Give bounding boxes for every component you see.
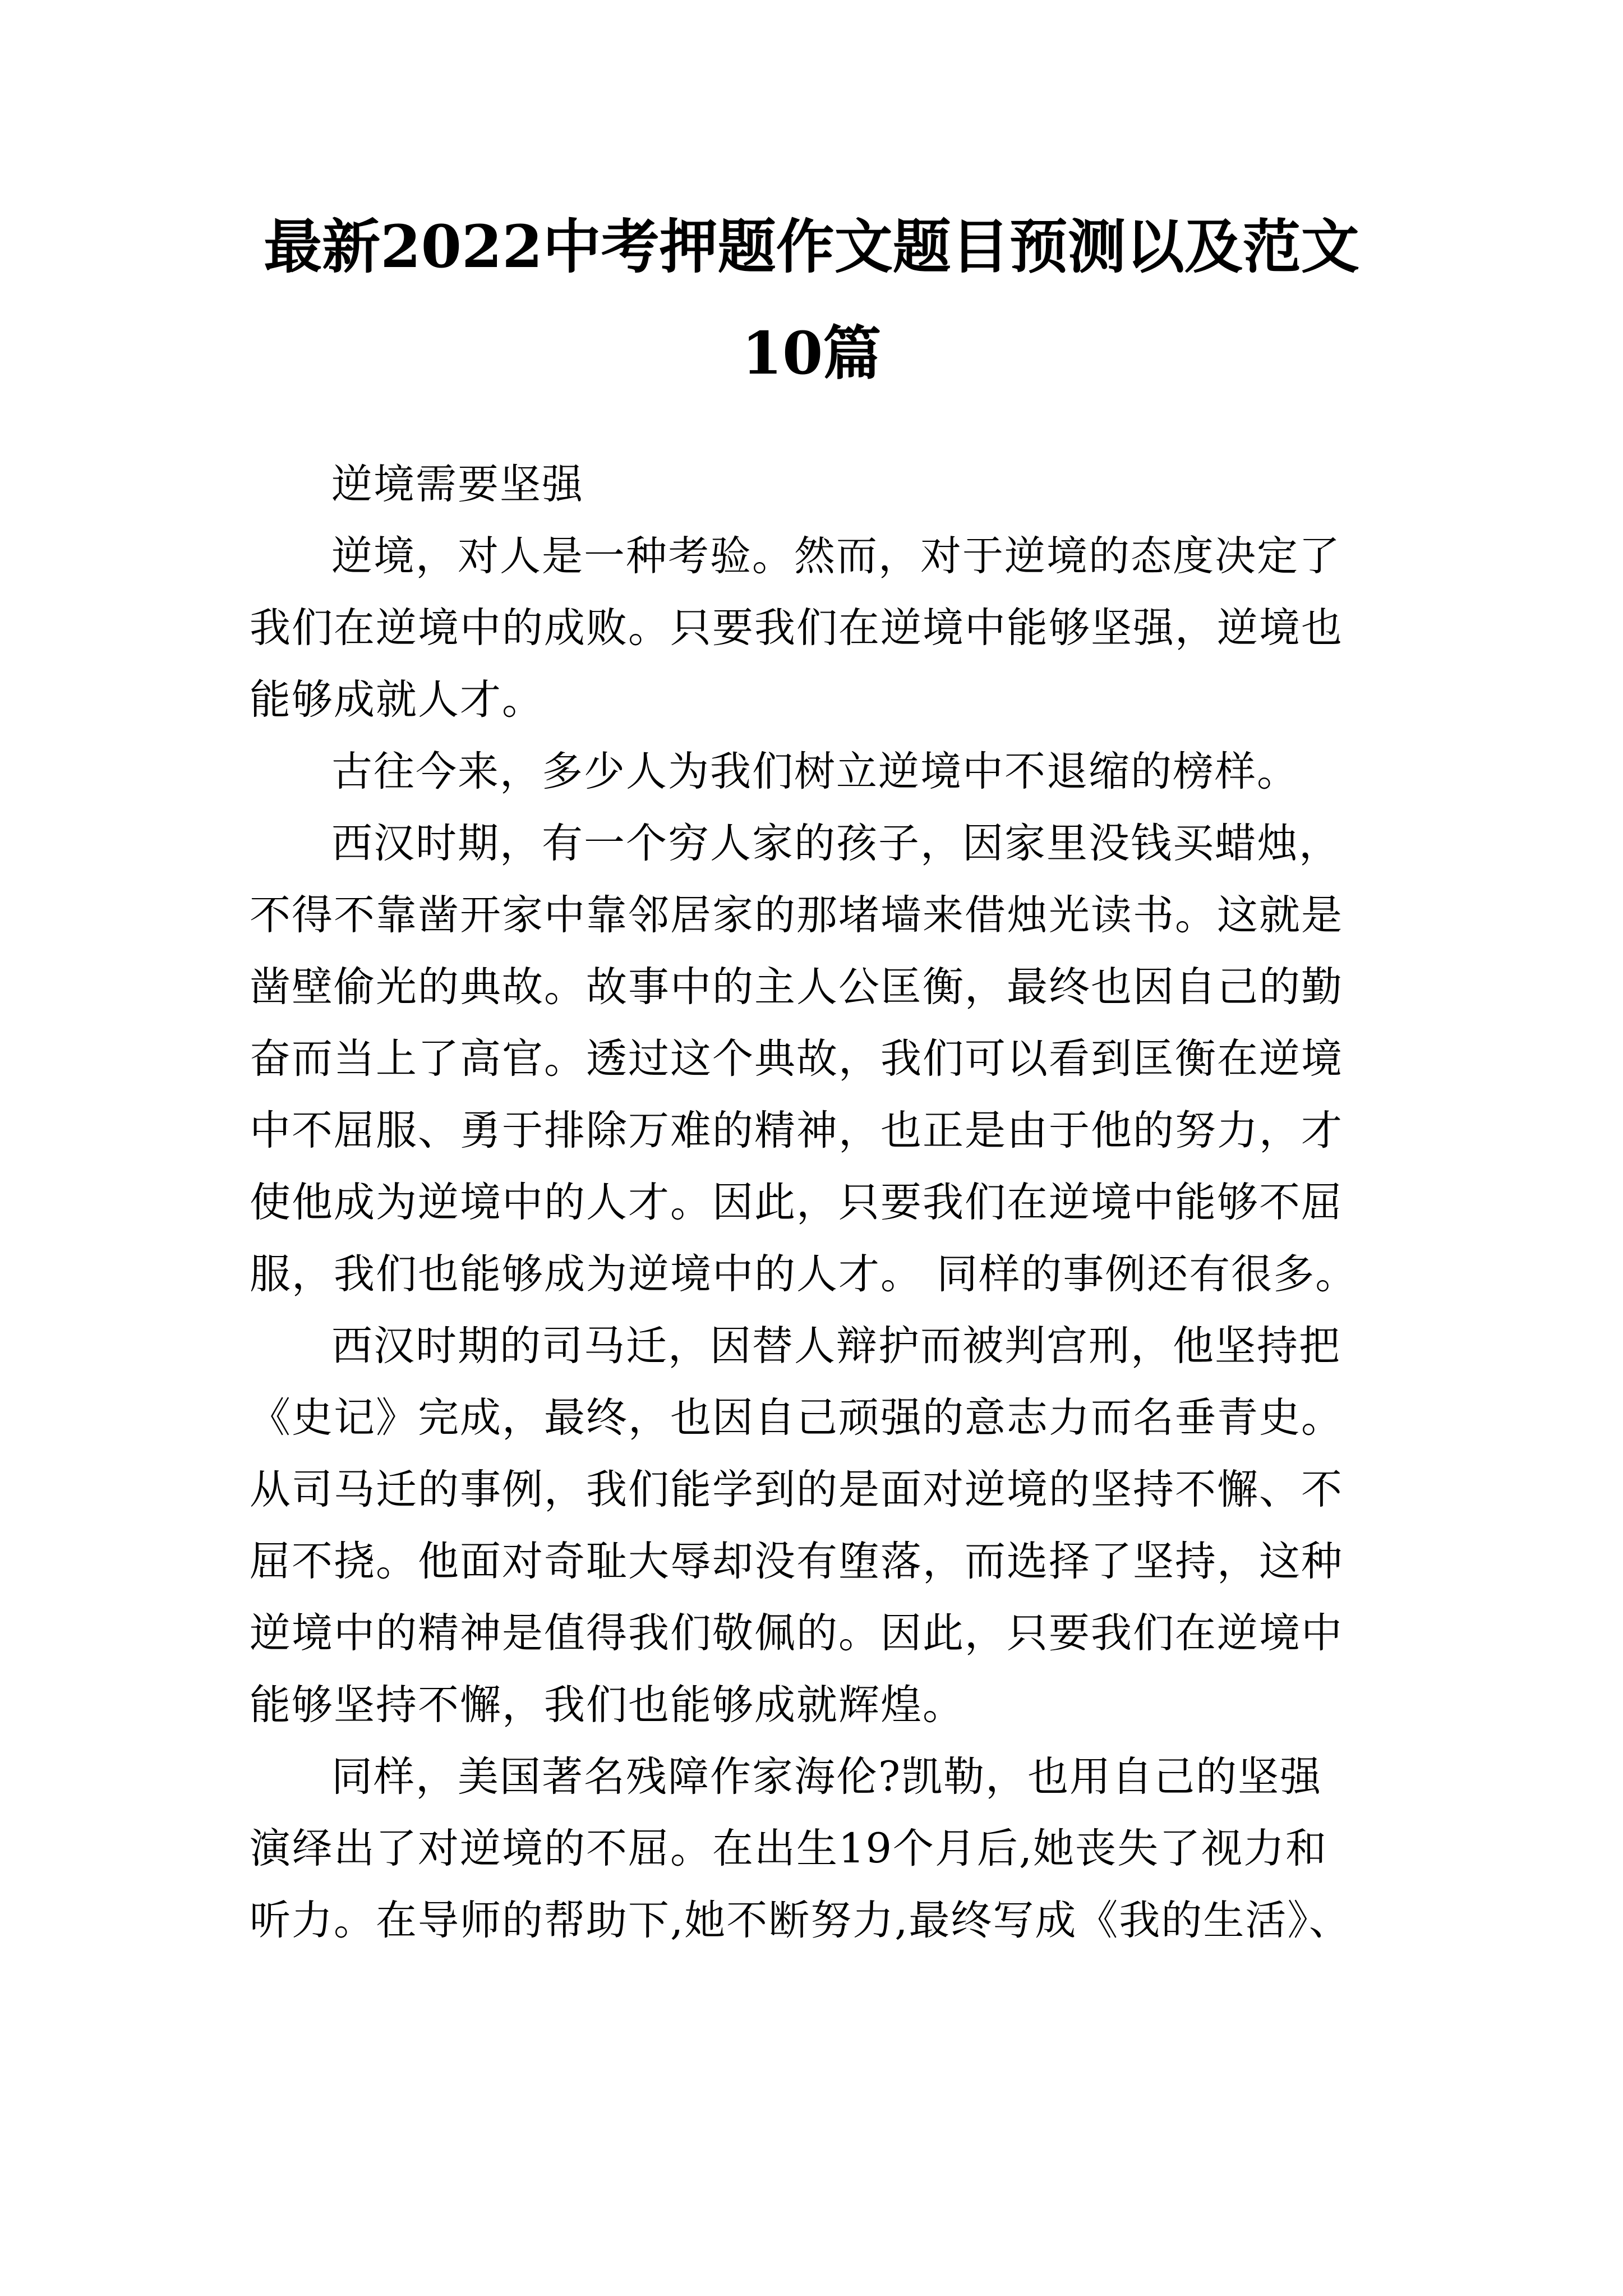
- text-line: 从司马迁的事例，我们能学到的是面对逆境的坚持不懈、不: [250, 1466, 1343, 1513]
- paragraph-5: [250, 1741, 1399, 1957]
- paragraph-4: [250, 1310, 1399, 1741]
- text-line: 西汉时期的司马迁，因替人辩护而被判宫刑，他坚持把: [331, 1322, 1341, 1370]
- title-line-1: 最新2022中考押题作文题目预测以及范文: [264, 212, 1359, 281]
- paragraph-2: [250, 736, 1399, 808]
- text-line: 西汉时期，有一个穷人家的孩子，因家里没钱买蜡烛，: [331, 820, 1341, 867]
- text-line: 逆境需要坚强: [331, 461, 584, 508]
- document-title: [213, 194, 1410, 407]
- text-line: 同样，美国著名残障作家海伦?凯勒，也用自己的坚强: [331, 1753, 1322, 1801]
- text-line: 使他成为逆境中的人才。因此，只要我们在逆境中能够不屈: [250, 1179, 1343, 1226]
- text-line: 中不屈服、勇于排除万难的精神，也正是由于他的努力，才: [250, 1107, 1343, 1154]
- text-line: 凿壁偷光的典故。故事中的主人公匡衡，最终也因自己的勤: [250, 963, 1343, 1011]
- document-body: [250, 449, 1399, 1957]
- essay-heading: [250, 449, 1399, 521]
- text-line: 服，我们也能够成为逆境中的人才。 同样的事例还有很多。: [250, 1250, 1358, 1298]
- text-line: 不得不靠凿开家中靠邻居家的那堵墙来借烛光读书。这就是: [250, 891, 1343, 939]
- text-line: 逆境中的精神是值得我们敬佩的。因此，只要我们在逆境中: [250, 1609, 1343, 1657]
- text-line: 奋而当上了高官。透过这个典故，我们可以看到匡衡在逆境: [250, 1035, 1343, 1083]
- paragraph-3: [250, 808, 1399, 1310]
- text-line: 听力。在导师的帮助下,她不断努力,最终写成《我的生活》、: [250, 1897, 1351, 1944]
- text-line: 屈不挠。他面对奇耻大辱却没有堕落，而选择了坚持，这种: [250, 1538, 1343, 1585]
- text-line: 能够坚持不懈，我们也能够成就辉煌。: [250, 1681, 965, 1729]
- text-line: 逆境，对人是一种考验。然而，对于逆境的态度决定了: [331, 532, 1341, 580]
- paragraph-1: [250, 521, 1399, 736]
- text-line: 古往今来，多少人为我们树立逆境中不退缩的榜样。: [331, 748, 1299, 795]
- text-line: 演绎出了对逆境的不屈。在出生19个月后,她丧失了视力和: [250, 1825, 1328, 1872]
- text-line: 《史记》完成，最终，也因自己顽强的意志力而名垂青史。: [250, 1394, 1343, 1442]
- text-line: 能够成就人才。: [250, 676, 544, 724]
- title-line-2: 10篇: [741, 319, 882, 388]
- text-line: 我们在逆境中的成败。只要我们在逆境中能够坚强，逆境也: [250, 604, 1343, 652]
